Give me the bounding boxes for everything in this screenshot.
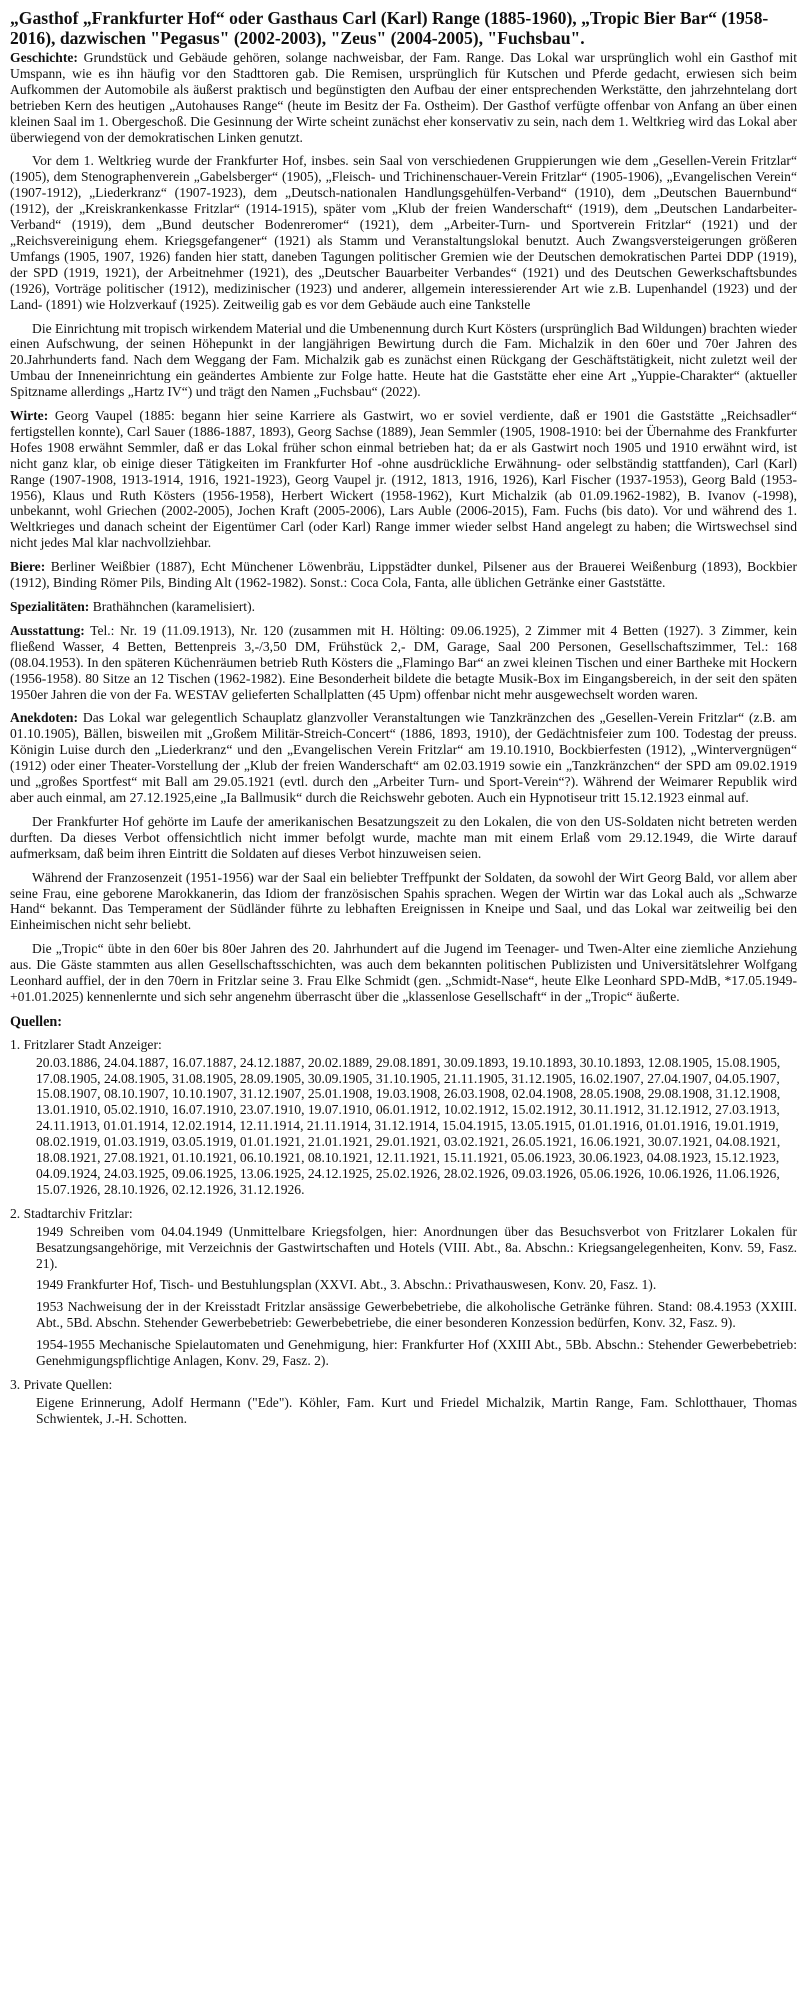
source-2-heading: 2. Stadtarchiv Fritzlar: <box>10 1205 133 1221</box>
geschichte-paragraph-2: Vor dem 1. Weltkrieg wurde der Frankfurter Hof, insbes. sein Saal von verschiedenen Gruppierungen wie dem „Gesellen-Verein Fritzlar“ (1905), dem Stenographenverein „Gabelsberger“ (1905), „Fleisch- und Trichinenschauer-Verein Fritzlar“ (1905-1906), „Evangelischen Verein“ (1907-1912), „Liederkranz“ (1907-1923), dem „Deutsch-nationalen Handlungsgehülfen-Verband“ (1910), dem „Deutschen Bauernbund“ (1912), der „Kreiskrankenkasse Fritzlar“ (1914-1915), später vom „Klub der freien Wanderschaft“ (1919), dem „Deutschen Landarbeiter-Verband“ (1919), dem „Bund deutscher Bodenreromer“ (1921), dem „Arbeiter-Turn- und Sportverein Fritzlar“ (1921) und der „Reichsvereinigung ehem. Kriegsgefangener“ (1921) als Stamm und Veranstaltungslokal benutzt. Auch Zwangsversteigerungen größeren Umfangs (1905, 1907, 1926) fanden hier statt, daneben Tagungen politischer Gremien wie der Deutschen demokratischen Partei DDP (1919), der SPD (1919, 1921), der Arbeitnehmer (1921), des „Deutscher Bauarbeiter Verbandes“ (1921) und des Deutschen Gewerkschaftsbundes (1926), Vorträge politischer (1912), medizinischer (1923) und anderer, allgemein interessierender Art wie z.B. Lupenhandel (1923) und der Land- (1891) wie Holzverkauf (1925). Zeitweilig gab es vor dem Gebäude auch eine Tankstelle <box>10 153 797 312</box>
spezialitaeten-paragraph <box>10 599 797 615</box>
archive-item: 1949 Frankfurter Hof, Tisch- und Bestuhlungsplan (XXVI. Abt., 3. Abschn.: Privathauswesen, Konv. 20, Fasz. 1). <box>36 1277 657 1293</box>
anekdoten-label: Anekdoten: <box>10 710 78 726</box>
source-stadt-anzeiger <box>10 1037 797 1198</box>
source-2-items <box>36 1224 797 1369</box>
source-1-heading: 1. Fritzlarer Stadt Anzeiger: <box>10 1036 162 1052</box>
biere-label: Biere: <box>10 559 46 575</box>
source-stadtarchiv <box>10 1206 797 1369</box>
geschichte-text: Grundstück und Gebäude gehören, solange nachweisbar, der Fam. Range. Das Lokal war ursprünglich wohl ein Gasthof mit Umspann, wie es ihn häufig vor den Stadttoren gab. Die Remisen, ursprünglich für Kutschen und Pferde gedacht, erwiesen sich beim Aufkommen der Automobile als äußerst praktisch und begünstigten den Aufbau der einer entsprechenden Werkstätte, den jahrzehntelang dort betrieben Kern des heutigen „Autohauses Range“ (heute im Besitz der Fa. Ostheim). Der Gasthof verfügte offenbar von Anfang an über einen kleinen Saal im 1. Obergeschoß. Die Gesinnung der Wirte scheint zunächst eher konservativ zu sein, nach dem 1. Weltkrieg wird das Lokal aber überwiegend von der demokratischen Linken genutzt. <box>10 50 797 145</box>
anekdoten-paragraph-4: Die „Tropic“ übte in den 60er bis 80er Jahren des 20. Jahrhundert auf die Jugend im Teenager- und Twen-Alter eine ziemliche Anziehung aus. Die Gäste stammten aus allen Gesellschaftsschichten, was auch dem bekannten politischen Publizisten und Universitätslehrer Wolfgang Leonhard auffiel, der in den 70ern in Fritzlar seine 3. Frau Elke Schmidt (gen. „Schmidt-Nase“, heute Elke Leonhard SPD-MdB, *17.05.1949-+01.01.2025) kennenlernte und sich sehr angenehm überrascht über die „klassenlose Gesellschaft“ in der „Tropic“ äußerte. <box>10 941 797 1004</box>
geschichte-label: Geschichte: <box>10 50 78 65</box>
spezialitaeten-text: Brathähnchen (karamelisiert). <box>89 599 255 614</box>
source-private <box>10 1377 797 1427</box>
ausstattung-paragraph <box>10 623 797 703</box>
archive-item: 1954-1955 Mechanische Spielautomaten und Genehmigung, hier: Frankfurter Hof (XXIII Abt., 5Bb. Abschn.: Stehender Gewerbebetrieb: Genehmigungspflichtige Anlagen, Konv. 29, Fasz. 2). <box>36 1337 797 1369</box>
source-1-dates: 20.03.1886, 24.04.1887, 16.07.1887, 24.12.1887, 20.02.1889, 29.08.1891, 30.09.1893, 19.10.1893, 30.10.1893, 12.08.1905, 15.08.1905, 17.08.1905, 24.08.1905, 31.08.1905, 28.09.1905, 30.09.1905, 31.10.1905, 21.11.1905, 31.12.1905, 16.02.1907, 27.04.1907, 04.05.1907, 15.08.1907, 08.10.1907, 10.10.1907, 31.12.1907, 25.01.1908, 19.03.1908, 26.03.1908, 02.04.1908, 28.05.1908, 29.08.1908, 31.12.1908, 13.01.1910, 05.02.1910, 16.07.1910, 23.07.1910, 19.07.1910, 06.01.1912, 10.02.1912, 15.02.1912, 30.11.1912, 31.12.1912, 27.03.1913, 24.11.1913, 01.01.1914, 12.02.1914, 12.11.1914, 21.11.1914, 31.12.1914, 15.04.1915, 13.05.1915, 01.01.1916, 01.01.1916, 19.01.1919, 08.02.1919, 01.03.1919, 03.05.1919, 01.01.1921, 21.01.1921, 29.01.1921, 03.02.1921, 26.05.1921, 16.06.1921, 30.07.1921, 04.08.1921, 18.08.1921, 27.08.1921, 01.10.1921, 06.10.1921, 08.10.1921, 12.11.1921, 15.11.1921, 05.06.1923, 30.06.1923, 04.08.1923, 15.12.1923, 04.09.1924, 24.03.1925, 09.06.1925, 13.06.1925, 24.12.1925, 25.02.1926, 28.02.1926, 09.03.1926, 05.06.1926, 10.06.1926, 11.06.1926, 15.07.1926, 28.10.1926, 02.12.1926, 31.12.1926. <box>36 1054 781 1197</box>
wirte-paragraph <box>10 408 797 551</box>
spezialitaeten-label: Spezialitäten: <box>10 599 90 614</box>
anekdoten-paragraph-2: Der Frankfurter Hof gehörte im Laufe der amerikanischen Besatzungszeit zu den Lokalen, die von den US-Soldaten nicht betreten werden durften. Da dieses Verbot offensichtlich nicht immer befolgt wurde, machte man mit einem Erlaß vom 29.12.1949, die Wirte darauf aufmerksam, daß beim ihren Eintritt die Soldaten auf dieses Verbot hinzuweisen seien. <box>10 813 797 861</box>
biere-paragraph <box>10 559 797 591</box>
ausstattung-text: Tel.: Nr. 19 (11.09.1913), Nr. 120 (zusammen mit H. Hölting: 09.06.1925), 2 Zimmer mit 4 Betten (1927). 3 Zimmer, kein fließend Wasser, 4 Betten, Bettenpreis 3,-/3,50 DM, Frühstück 2,- DM, Garage, Saal 200 Personen, Gesellschaftszimmer, Tel.: 168 (08.04.1953). In den späteren Küchenräumen betrieb Ruth Kösters die „Flamingo Bar“ an zwei kleinen Tischen und einer Bartheke mit Hockern (1956-1958). 80 Sitze an 12 Tischen (1962-1982). Eine Besonderheit bildete die betagte Musik-Box im Eingangsbereich, in der seit den späten 1950er Jahren die von der Fa. WESTAV gelieferten Schallplatten (45 Upm) offenbar nicht mehr ausgewechselt worden waren. <box>10 622 797 702</box>
archive-item: 1949 Schreiben vom 04.04.1949 (Unmittelbare Kriegsfolgen, hier: Anordnungen über das Besuchsverbot von Fritzlarer Lokalen für Besatzungsangehörige, mit Verzeichnis der Gastwirtschaften und Hotels (VIII. Abt., 8a. Abschn.: Kriegsangelegenheiten, Konv. 59, Fasz. 21). <box>36 1223 797 1271</box>
document-title: „Gasthof „Frankfurter Hof“ oder Gasthaus Carl (Karl) Range (1885-1960), „Tropic Bier Bar“ (1958-2016), dazwischen "Pegasus" (2002-2003), "Zeus" (2004-2005), "Fuchsbau". <box>10 8 769 48</box>
wirte-text: Georg Vaupel (1885: begann hier seine Karriere als Gastwirt, wo er soviel verdiente, daß er 1901 die Gaststätte „Reichsadler“ fertigstellen konnte), Carl Sauer (1886-1887, 1893), Georg Sachse (1889), Jean Semmler (1905, 1908-1910: bei der Übernahme des Frankfurter Hofes 1908 erwähnt Semmler, daß er das Lokal früher schon einmal betrieben hat; da er als Gastwirt noch 1905 und 1910 erwähnt wird, ist nicht ganz klar, ob einige dieser Tätigkeiten im Frankfurter Hof -ohne ausdrückliche Erwähnung- oder selbständig stattfanden), Carl (Karl) Range (1907-1908, 1913-1914, 1916, 1921-1923), Georg Vaupel jr. (1912, 1813, 1916, 1926), Karl Fischer (1937-1953), Georg Bald (1953-1956), Klaus und Ruth Kösters (1956-1958), Herbert Wickert (1958-1962), Kurt Michalzik (ab 01.09.1962-1982), B. Ivanov (-1998), unbekannt, wohl Griechen (2002-2005), Jochen Kraft (2005-2006), Lars Auble (2006-2015), Fam. Fuchs (bis dato). Vor und während des 1. Weltkrieges und danach scheint der Eigentümer Carl (oder Karl) Range immer wieder selbst Hand angelegt zu haben; die Wirtswechsel sind nicht jedes Mal klar nachvollziehbar. <box>10 408 797 551</box>
geschichte-paragraph-3: Die Einrichtung mit tropisch wirkendem Material und die Umbenennung durch Kurt Kösters (ursprünglich Bad Wildungen) brachten wieder einen Aufschwung, der seinen Höhepunkt in der langjährigen Bewirtung durch die Fam. Michalzik in den 60er und 70er Jahren des 20.Jahrhunderts fand. Nach dem Weggang der Fam. Michalzik gab es zunächst einen Rückgang der Geschäftstätigkeit, nicht zuletzt weil der Umbau der Inneneinrichtung ein geändertes Ambiente zur Folge hatte. Heute hat die Gaststätte eher eine Art „Yuppie-Charakter“ (aktueller Spitzname allerdings „Hartz IV“) und trägt den Namen „Fuchsbau“ (2022). <box>10 320 797 400</box>
source-3-heading: 3. Private Quellen: <box>10 1376 113 1392</box>
geschichte-paragraph <box>10 50 797 145</box>
anekdoten-text: Das Lokal war gelegentlich Schauplatz glanzvoller Veranstaltungen wie Tanzkränzchen des „Gesellen-Verein Fritzlar“ (z.B. am 01.10.1905), Bällen, bisweilen mit „Großem Militär-Streich-Concert“ (1886, 1893, 1910), der Gedächtnisfeier zum 100. Todestag der preuss. Königin Luise durch den „Liederkranz“ und den „Evangelischen Verein Fritzlar“ am 19.10.1910, Bockbierfesten (1912), „Wintervergnügen“ (1912) oder einer Theater-Vorstellung der „Klub der freien Wanderschaft“ am 02.03.1919 sowie ein „Tanzkränzchen“ der SPD am 09.02.1919 und „großes Sportfest“ mit Ball am 29.05.1921 (evtl. durch den „Arbeiter Turn- und Sport-Verein“?). Während der Weimarer Republik wird aber auch einmal, am 27.12.1925,eine „Ia Ballmusik“ durch die Reichswehr geboten. Auch ein Hypnotiseur tritt 15.12.1923 einmal auf. <box>10 710 797 805</box>
anekdoten-paragraph <box>10 710 797 805</box>
source-3-text: Eigene Erinnerung, Adolf Hermann ("Ede"). Köhler, Fam. Kurt und Friedel Michalzik, Martin Range, Fam. Schlotthauer, Thomas Schwientek, J.-H. Schotten. <box>36 1394 797 1426</box>
ausstattung-label: Ausstattung: <box>10 622 85 638</box>
anekdoten-paragraph-3: Während der Franzosenzeit (1951-1956) war der Saal ein beliebter Treffpunkt der Soldaten, da sowohl der Wirt Georg Bald, vor allem aber seine Frau, eine geborene Marokkanerin, das Idiom der französischen Spahis sprachen. Wegen der Wirtin war das Lokal auch als „Schwarze Hand“ bekannt. Das Temperament der Südländer führte zu lebhaften Ereignissen in Kneipe und Saal, und das Lokal war zeitweilig bei den Einheimischen nicht sehr beliebt. <box>10 869 797 933</box>
biere-text: Berliner Weißbier (1887), Echt Münchener Löwenbräu, Lippstädter dunkel, Pilsener aus der Brauerei Weißenburg (1893), Bockbier (1912), Binding Römer Pils, Binding Alt (1962-1982). Sonst.: Coca Cola, Fanta, alle üblichen Getränke einer Gaststätte. <box>10 559 797 591</box>
archive-item: 1953 Nachweisung der in der Kreisstadt Fritzlar ansässige Gewerbebetriebe, die alkoholische Getränke führen. Stand: 08.4.1953 (XXIII. Abt., 5Bd. Abschn. Stehender Gewerbebetrieb: Gewerbebetriebe, die einer besonderen Konzession bedürfen, Konv. 32, Fasz. 9). <box>36 1299 797 1331</box>
quellen-heading: Quellen: <box>10 1013 63 1030</box>
wirte-label: Wirte: <box>10 408 49 424</box>
